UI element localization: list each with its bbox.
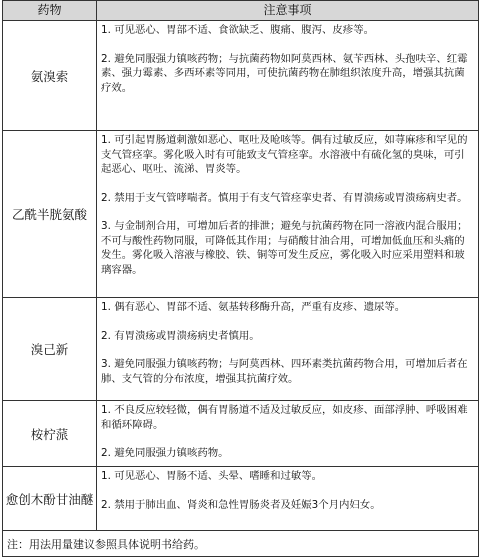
- drug-name: 桉柠蒎: [3, 401, 97, 467]
- table-row: [3, 401, 479, 467]
- note-item: 1. 不良反应较轻微，偶有胃肠道不适及过敏反应，如皮疹、面部浮肿、呼吸困难和循环障碍。: [101, 404, 468, 431]
- note-item: 2. 避免同服强力镇咳药物。: [101, 447, 229, 459]
- drug-notes: [97, 467, 479, 531]
- table-header-row: [3, 1, 479, 21]
- note-item: 3. 与金制剂合用，可增加后者的排泄；避免与抗菌药物在同一溶液内混合服用；不可与酸性药物同服，可降低其作用；与硝酸甘油合用，可增加低血压和头痛的发生。雾化吸入溶液与橡胶、铁、铜等可发生反应，雾化吸入时应采用塑料和玻璃容器。: [101, 220, 468, 276]
- note-item: 1. 偶有恶心、胃部不适、氨基转移酶升高，严重有皮疹、遗尿等。: [101, 301, 406, 313]
- drug-notes: [97, 21, 479, 131]
- note-item: 2. 禁用于肺出血、肾炎和急性胃肠炎者及妊娠3个月内妇女。: [101, 498, 381, 511]
- note-item: 1. 可见恶心、胃部不适、食欲缺乏、腹痛、腹泻、皮疹等。: [101, 24, 374, 36]
- table-footnote: 注：用法用量建议参照具体说明书给药。: [3, 531, 479, 557]
- drug-name: 溴己新: [3, 298, 97, 401]
- table-row: [3, 131, 479, 298]
- drug-notes: [97, 401, 479, 467]
- drug-name: 乙酰半胱氨酸: [3, 131, 97, 298]
- note-item: 1. 可引起胃肠道刺激如恶心、呕吐及呛咳等。偶有过敏反应，如荨麻疹和罕见的支气管痉挛。雾化吸入时有可能致支气管痉挛。水溶液中有硫化氢的臭味，可引起恶心、呕吐、流涕、胃炎等。: [101, 134, 468, 175]
- note-item: 2. 有胃溃疡或胃溃疡病史者慎用。: [101, 329, 260, 342]
- drug-name: 愈创木酚甘油醚: [3, 467, 97, 531]
- note-item: 1. 可见恶心、胃肠不适、头晕、嗜睡和过敏等。: [101, 470, 323, 482]
- header-drug: 药物: [3, 1, 97, 21]
- drug-notes: [97, 298, 479, 401]
- table-footer-row: [3, 531, 479, 557]
- drug-notes: [97, 131, 479, 298]
- note-item: 3. 避免同服强力镇咳药物；与阿莫西林、四环素类抗菌药物合用，可增加后者在肺、支气管的分布浓度，增强其抗菌疗效。: [101, 358, 468, 385]
- header-notes: 注意事项: [97, 1, 479, 21]
- note-item: 2. 避免同服强力镇咳药物；与抗菌药物如阿莫西林、氨苄西林、头孢呋辛、红霉素、强力霉素、多西环素等同用，可使抗菌药物在肺组织浓度升高，增强其抗菌疗效。: [101, 52, 468, 94]
- drug-name: 氨溴索: [3, 21, 97, 131]
- note-item: 2. 禁用于支气管哮喘者。慎用于有支气管痉挛史者、有胃溃疡或胃溃疡病史者。: [101, 191, 468, 204]
- table-row: [3, 298, 479, 401]
- drug-precautions-table: [2, 0, 479, 557]
- table-row: [3, 467, 479, 531]
- table-row: [3, 21, 479, 131]
